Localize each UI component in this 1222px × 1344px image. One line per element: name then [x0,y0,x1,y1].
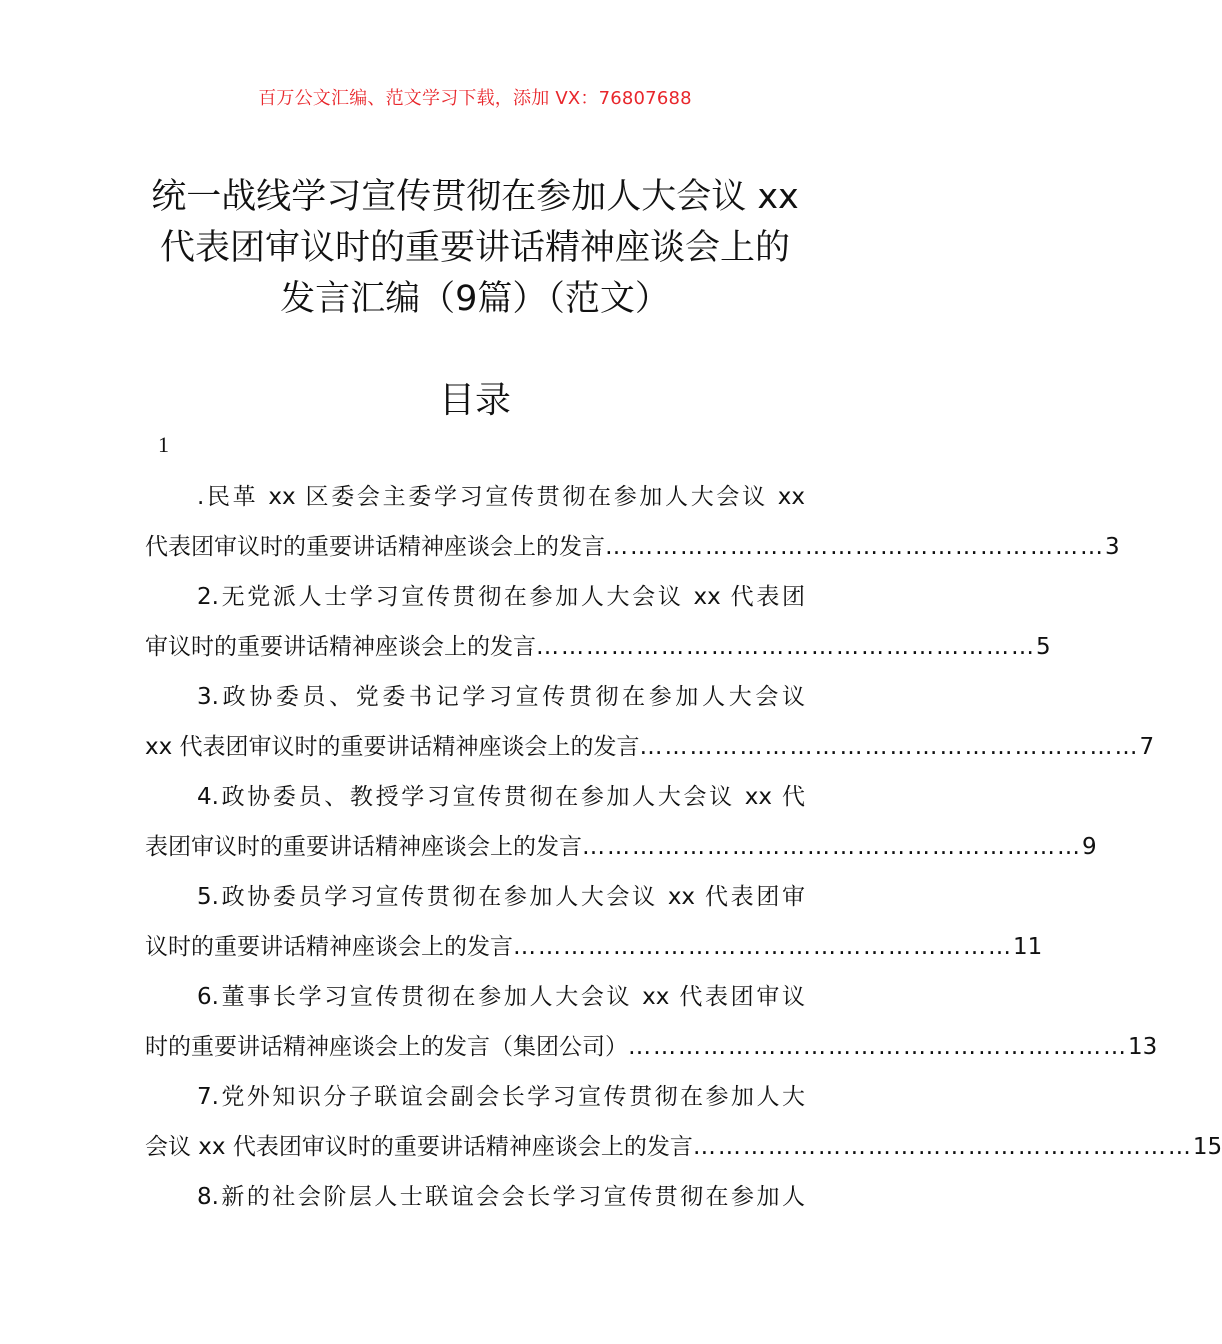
toc-entry-text: 8.新的社会阶层人士联谊会会长学习宣传贯彻在参加人 [197,1184,805,1210]
document-title [130,172,820,325]
toc-entry-line[interactable] [145,922,1043,972]
promo-header: 百万公文汇编、范文学习下载，添加 VX：76807688 [258,88,692,109]
toc-page-number: 11 [1013,934,1043,960]
toc-page-number: 9 [1082,834,1097,860]
toc-entry-text: 5.政协委员学习宣传贯彻在参加人大会议 xx 代表团审 [197,884,805,910]
toc-entry-text: 7.党外知识分子联谊会副会长学习宣传贯彻在参加人大 [197,1084,805,1110]
toc-entry-text: 审议时的重要讲话精神座谈会上的发言 [145,634,536,660]
toc-page-number: 15 [1192,1134,1222,1160]
toc-entry-line[interactable] [145,1022,1158,1072]
title-line: 统一战线学习宣传贯彻在参加人大会议 xx [151,177,799,217]
toc-page-number: 5 [1036,634,1051,660]
toc-entry-line[interactable] [145,1122,1222,1172]
toc-page-number: 3 [1105,534,1120,560]
title-line: 发言汇编（9篇）（范文） [280,279,670,319]
toc-entry-line[interactable] [145,722,1155,772]
toc-entry-line[interactable] [145,672,805,722]
toc-entry-line[interactable] [145,522,1120,572]
toc-entry-text: xx 代表团审议时的重要讲话精神座谈会上的发言 [145,734,640,760]
toc-entry-text: .民革 xx 区委会主委学习宣传贯彻在参加人大会议 xx [197,484,805,510]
toc-entry-text: 6.董事长学习宣传贯彻在参加人大会议 xx 代表团审议 [197,984,805,1010]
toc-entry-text: 代表团审议时的重要讲话精神座谈会上的发言 [145,534,605,560]
toc-entry-text: 时的重要讲话精神座谈会上的发言（集团公司） [145,1034,628,1060]
toc-entry-line[interactable] [145,622,1051,672]
toc-entry-text: 4.政协委员、教授学习宣传贯彻在参加人大会议 xx 代 [197,784,805,810]
title-line: 代表团审议时的重要讲话精神座谈会上的 [159,228,790,268]
toc-entry-line[interactable] [145,1072,805,1122]
toc-entry-line[interactable] [145,1172,805,1222]
dot-leader: …………………………………………………… [628,1034,1128,1060]
toc-entry-text: 会议 xx 代表团审议时的重要讲话精神座谈会上的发言 [145,1134,693,1160]
dot-leader: …………………………………………………… [692,1134,1193,1160]
dot-leader: …………………………………………………… [582,834,1082,860]
dot-leader: …………………………………………………… [536,634,1036,660]
toc-entry-text: 议时的重要讲话精神座谈会上的发言 [145,934,513,960]
toc-entry-line[interactable] [145,972,805,1022]
dot-leader: …………………………………………………… [639,734,1140,760]
toc-page-number: 7 [1139,734,1155,760]
toc-entry-text: 3.政协委员、党委书记学习宣传贯彻在参加人大会议 [197,684,805,710]
toc-page-number: 13 [1128,1034,1158,1060]
page-marker: 1 [158,432,169,457]
toc-entry-text: 2.无党派人士学习宣传贯彻在参加人大会议 xx 代表团 [197,584,805,610]
toc-entry-line[interactable] [145,822,1097,872]
dot-leader: …………………………………………………… [605,534,1105,560]
toc-entry-line[interactable] [145,872,805,922]
toc-entry-line[interactable] [145,472,805,522]
toc-entry-line[interactable] [145,572,805,622]
table-of-contents [145,472,1222,1222]
toc-entry-text: 表团审议时的重要讲话精神座谈会上的发言 [145,834,582,860]
toc-entry-line[interactable] [145,772,805,822]
dot-leader: …………………………………………………… [513,934,1013,960]
toc-heading: 目录 [438,380,511,421]
